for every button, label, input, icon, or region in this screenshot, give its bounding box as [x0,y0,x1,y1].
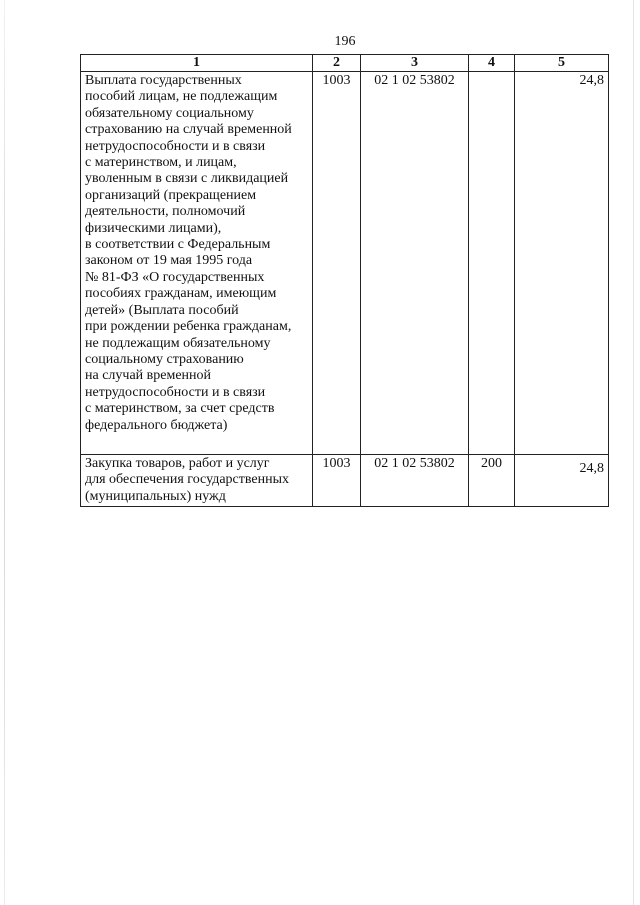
row-type-cell: 200 [469,455,515,507]
header-col-1: 1 [81,55,313,72]
budget-table [80,54,609,507]
row-code-cell: 02 1 02 53802 [361,455,469,507]
row-amount-cell: 24,8 [515,72,609,455]
table-header [81,55,609,72]
table-row [81,72,609,455]
row-amount-cell: 24,8 [515,455,609,507]
table-row [81,455,609,507]
page-number: 196 [334,34,356,49]
scan-edge-right [633,0,634,905]
header-col-5: 5 [515,55,609,72]
header-col-3: 3 [361,55,469,72]
row-section-cell: 1003 [313,72,361,455]
row-type-cell [469,72,515,455]
row-name-cell: Закупка товаров, работ и услуг для обеспечения государственных (муниципальных) нужд [81,455,313,507]
header-col-2: 2 [313,55,361,72]
scan-edge-left [4,0,5,905]
row-name-cell: Выплата государственных пособий лицам, не подлежащим обязательному социальному страхованию на случай временной нетрудоспособности и в связи с материнством, и лицам, уволенным в связи с ликвидацией организаций (прекращением деятельности, полномочий физическими лицами), в соответствии с Федеральным законом от 19 мая 1995 года № 81-ФЗ «О государственных пособиях гражданам, имеющим детей» (Выплата пособий при рождении ребенка гражданам, не подлежащим обязательному социальному страхованию на случай временной нетрудоспособности и в связи с материнством, за счет средств федерального бюджета) [81,72,313,455]
header-col-4: 4 [469,55,515,72]
row-section-cell: 1003 [313,455,361,507]
table-body [81,72,609,507]
header-row [81,55,609,72]
row-code-cell: 02 1 02 53802 [361,72,469,455]
